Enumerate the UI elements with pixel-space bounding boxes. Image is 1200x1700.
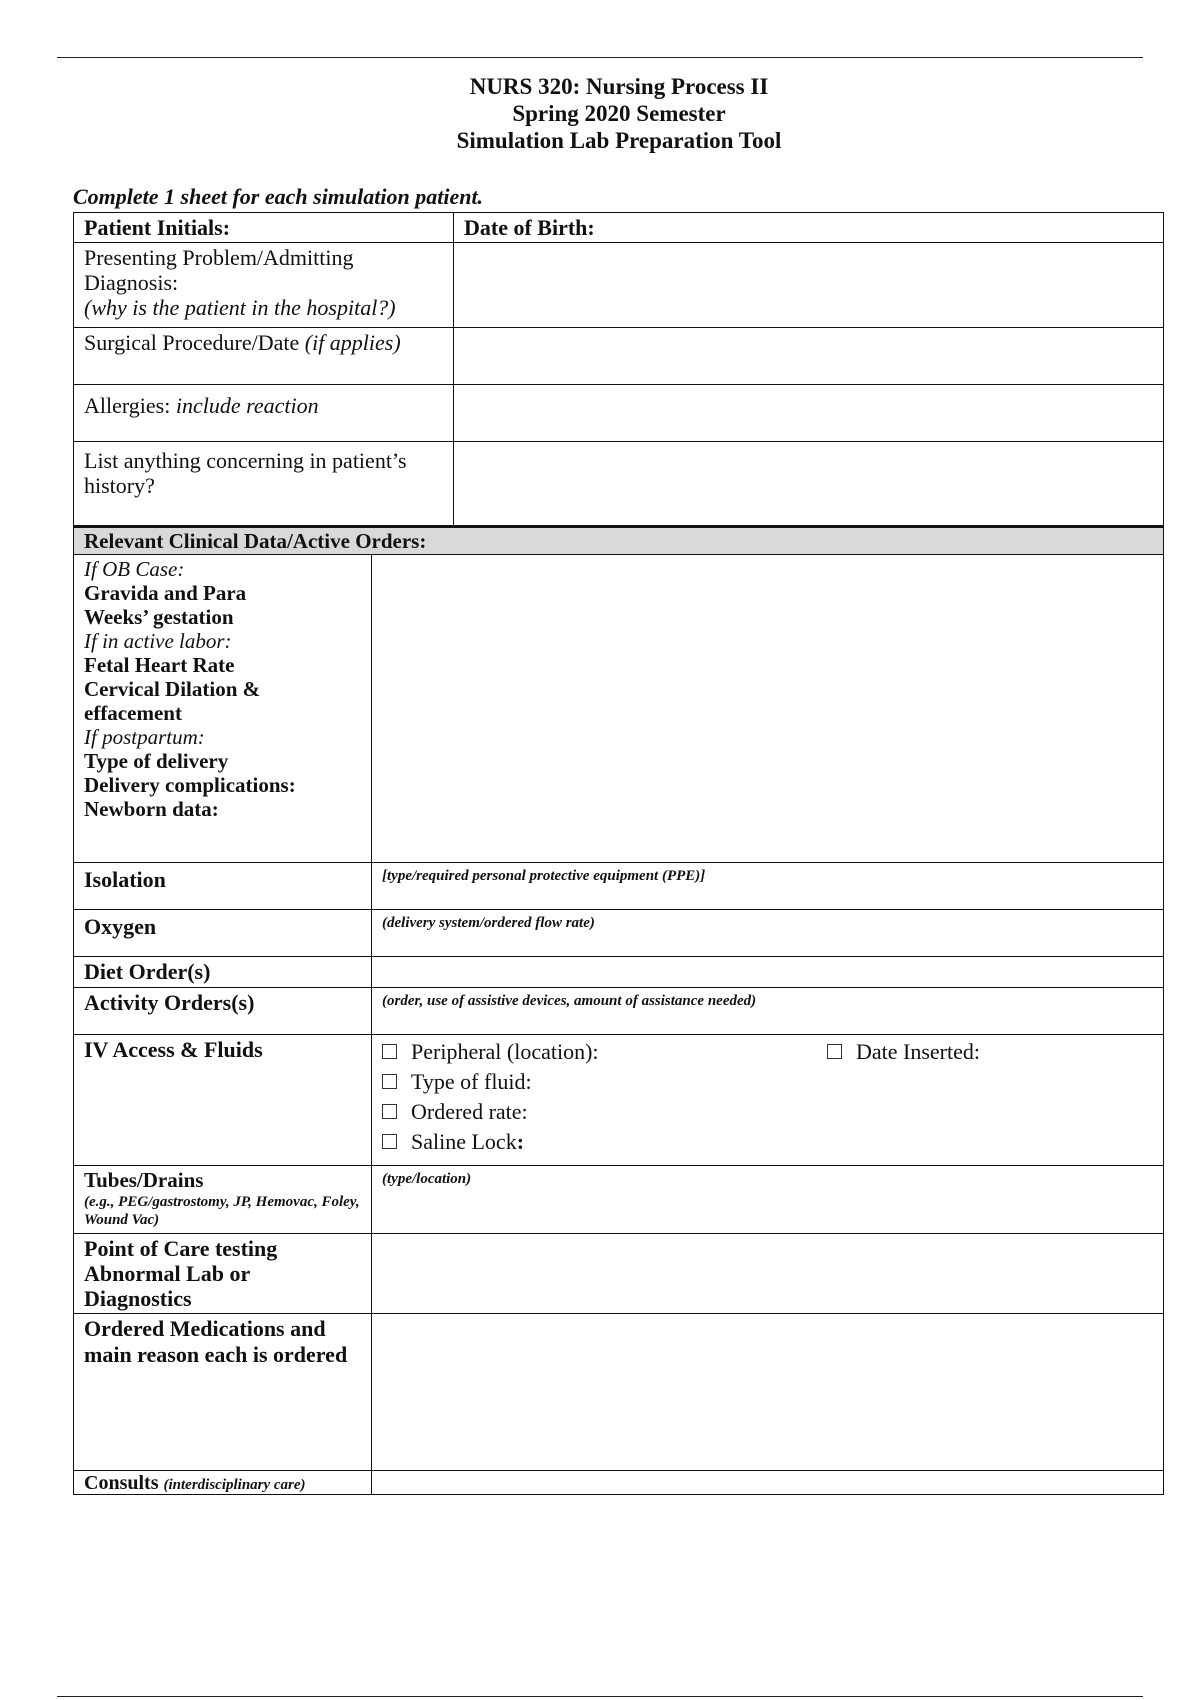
tubes-drains-label: Tubes/Drains — [84, 1168, 204, 1192]
weeks-gestation-label: Weeks’ gestation — [84, 605, 234, 629]
iv-fluid-row — [382, 1067, 1153, 1097]
diet-order-label: Diet Order(s) — [74, 957, 372, 988]
iv-access-field — [372, 1035, 1164, 1166]
semester-title: Spring 2020 Semester — [512, 101, 726, 126]
oxygen-field[interactable] — [372, 910, 1164, 957]
point-of-care-field[interactable] — [372, 1234, 1164, 1314]
saline-lock-colon: : — [516, 1129, 525, 1154]
clinical-section-header: Relevant Clinical Data/Active Orders: — [74, 527, 1164, 555]
consults-label: Consults — [84, 1472, 164, 1494]
iv-rate-row — [382, 1097, 1153, 1127]
activity-orders-label: Activity Orders(s) — [74, 988, 372, 1035]
fluid-type-label: Type of fluid: — [411, 1069, 532, 1094]
presenting-problem-hint: (why is the patient in the hospital?) — [84, 295, 396, 320]
fluid-type-checkbox[interactable] — [382, 1074, 397, 1089]
ordered-rate-label: Ordered rate: — [411, 1099, 528, 1124]
cervical-dilation-label: Cervical Dilation & effacement — [84, 677, 261, 725]
surgical-procedure-label: Surgical Procedure/Date — [84, 330, 305, 355]
delivery-type-label: Type of delivery — [84, 749, 229, 773]
isolation-hint: [type/required personal protective equipment (PPE)] — [382, 868, 706, 884]
oxygen-hint: (delivery system/ordered flow rate) — [382, 915, 595, 931]
date-inserted-checkbox[interactable] — [827, 1044, 842, 1059]
ob-case-cell — [74, 555, 372, 863]
presenting-problem-field[interactable] — [454, 243, 1164, 328]
iv-access-label: IV Access & Fluids — [74, 1035, 372, 1166]
ordered-medications-field[interactable] — [372, 1314, 1164, 1471]
consults-field[interactable] — [372, 1471, 1164, 1495]
tool-title: Simulation Lab Preparation Tool — [456, 128, 782, 153]
allergies-field[interactable] — [454, 385, 1164, 442]
point-of-care-label: Point of Care testing Abnormal Lab or Diagnostics — [74, 1234, 372, 1314]
top-rule — [57, 57, 1143, 58]
allergies-label: Allergies: — [84, 393, 176, 418]
iv-saline-row — [382, 1127, 1153, 1157]
consults-cell — [74, 1471, 372, 1495]
saline-lock-checkbox[interactable] — [382, 1134, 397, 1149]
newborn-data-label: Newborn data: — [84, 797, 219, 821]
postpartum-label: If postpartum: — [84, 725, 205, 749]
activity-orders-field[interactable] — [372, 988, 1164, 1035]
presenting-problem-label: Presenting Problem/Admitting Diagnosis: — [84, 245, 354, 295]
peripheral-label: Peripheral (location): — [411, 1039, 599, 1064]
consults-hint: (interdisciplinary care) — [163, 1477, 306, 1493]
ob-case-field[interactable] — [372, 555, 1164, 863]
surgical-procedure-field[interactable] — [454, 328, 1164, 385]
oxygen-label: Oxygen — [74, 910, 372, 957]
active-labor-label: If in active labor: — [84, 629, 232, 653]
bottom-rule — [57, 1696, 1143, 1697]
isolation-label: Isolation — [74, 863, 372, 910]
tubes-drains-field[interactable] — [372, 1166, 1164, 1234]
clinical-data-table — [73, 525, 1164, 1495]
allergies-hint: include reaction — [175, 393, 319, 418]
document-header — [0, 73, 1200, 154]
ordered-medications-label: Ordered Medications and main reason each is ordered — [74, 1314, 372, 1471]
course-title: NURS 320: Nursing Process II — [469, 74, 769, 99]
allergies-cell — [74, 385, 454, 442]
iv-peripheral-row — [382, 1037, 1153, 1067]
tubes-drains-hint: (e.g., PEG/gastrostomy, JP, Hemovac, Foley, Wound Vac) — [84, 1194, 360, 1228]
activity-orders-hint: (order, use of assistive devices, amount of assistance needed) — [382, 993, 757, 1009]
date-inserted-label: Date Inserted: — [856, 1039, 980, 1064]
gravida-label: Gravida and Para — [84, 581, 247, 605]
diet-order-field[interactable] — [372, 957, 1164, 988]
history-field[interactable] — [454, 442, 1164, 527]
date-of-birth-label: Date of Birth: — [454, 213, 1164, 243]
tubes-drains-value-hint: (type/location) — [382, 1171, 472, 1187]
delivery-complications-label: Delivery complications: — [84, 773, 296, 797]
ordered-rate-checkbox[interactable] — [382, 1104, 397, 1119]
surgical-procedure-cell — [74, 328, 454, 385]
presenting-problem-cell — [74, 243, 454, 328]
instruction-text: Complete 1 sheet for each simulation patient. — [73, 184, 484, 209]
tubes-drains-cell — [74, 1166, 372, 1234]
ob-case-label: If OB Case: — [84, 557, 185, 581]
peripheral-checkbox[interactable] — [382, 1044, 397, 1059]
patient-initials-label: Patient Initials: — [74, 213, 454, 243]
saline-lock-label: Saline Lock — [411, 1129, 517, 1154]
fetal-heart-rate-label: Fetal Heart Rate — [84, 653, 235, 677]
isolation-field[interactable] — [372, 863, 1164, 910]
surgical-procedure-hint: (if applies) — [304, 330, 401, 355]
history-label: List anything concerning in patient’s history? — [74, 442, 454, 527]
patient-info-table — [73, 212, 1164, 527]
